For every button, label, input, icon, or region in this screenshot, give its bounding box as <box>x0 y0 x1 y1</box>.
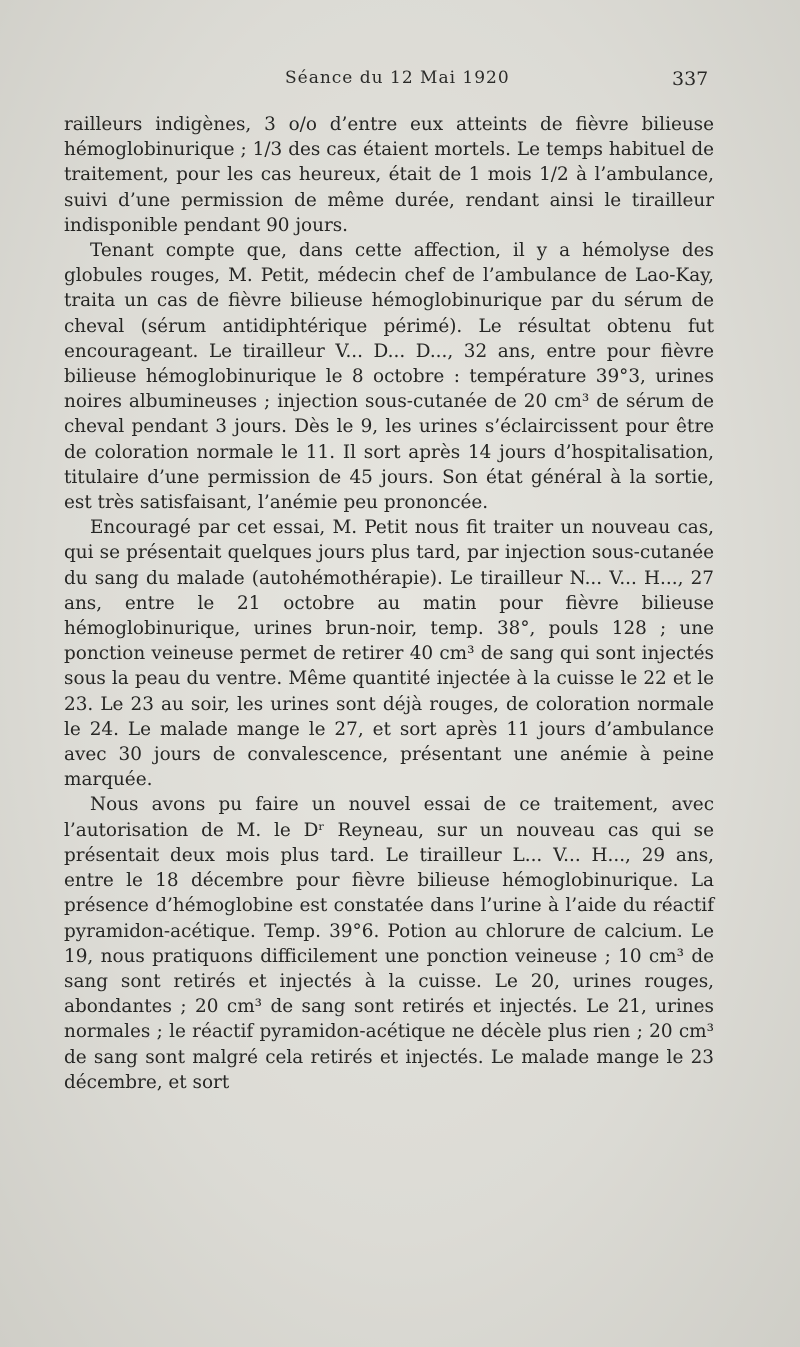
paragraph: railleurs indigènes, 3 o/o d’entre eux atteints de fièvre bilieuse hémoglobinurique ; 1/3 des cas étaient mortels. Le temps habituel de traitement, pour les cas heureux, était de 1 mois 1/2 à l’ambulance, suivi d’une permission de même durée, rendant ainsi le tirailleur indisponible pendant 90 jours. <box>64 114 714 236</box>
body-text <box>64 112 714 1095</box>
page-header <box>0 68 800 98</box>
paragraph: Nous avons pu faire un nouvel essai de ce traitement, avec l’autorisation de M. le Dʳ Reyneau, sur un nouveau cas qui se présentait deux mois plus tard. Le tirailleur L... V... H..., 29 ans, entre le 18 décembre pour fièvre bilieuse hémoglobinurique. La présence d’hémoglobine est constatée dans l’urine à l’aide du réactif pyramidon-acétique. Temp. 39°6. Potion au chlorure de calcium. Le 19, nous pratiquons difficilement une ponction veineuse ; 10 cm³ de sang sont retirés et injectés à la cuisse. Le 20, urines rouges, abondantes ; 20 cm³ de sang sont retirés et injectés. Le 21, urines normales ; le réactif pyramidon-acétique ne décèle plus rien ; 20 cm³ de sang sont malgré cela retirés et injectés. Le malade mange le 23 décembre, et sort <box>64 794 714 1093</box>
paragraph: Encouragé par cet essai, M. Petit nous fit traiter un nouveau cas, qui se présentait quelques jours plus tard, par injection sous-cutanée du sang du malade (autohémothérapie). Le tirailleur N... V... H..., 27 ans, entre le 21 octobre au matin pour fièvre bilieuse hémoglobinurique, urines brun-noir, temp. 38°, pouls 128 ; une ponction veineuse permet de retirer 40 cm³ de sang qui sont injectés sous la peau du ventre. Même quantité injectée à la cuisse le 22 et le 23. Le 23 au soir, les urines sont déjà rouges, de coloration normale le 24. Le malade mange le 27, et sort après 11 jours d’ambulance avec 30 jours de convalescence, présentant une anémie à peine marquée. <box>64 517 714 791</box>
paragraph: Tenant compte que, dans cette affection, il y a hémolyse des globules rouges, M. Petit, médecin chef de l’ambulance de Lao-Kay, traita un cas de fièvre bilieuse hémoglobinurique par du sérum de cheval (sérum antidiphtérique périmé). Le résultat obtenu fut encourageant. Le tirailleur V... D... D..., 32 ans, entre pour fièvre bilieuse hémoglobinurique le 8 octobre : température 39°3, urines noires albumineuses ; injection sous-cutanée de 20 cm³ de sérum de cheval pendant 3 jours. Dès le 9, les urines s’éclaircissent pour être de coloration normale le 11. Il sort après 14 jours d’hospitalisation, titulaire d’une permission de 45 jours. Son état général à la sortie, est très satisfaisant, l’anémie peu prononcée. <box>64 240 714 514</box>
running-title: Séance du 12 Mai 1920 <box>285 68 510 88</box>
page-number: 337 <box>672 68 709 90</box>
